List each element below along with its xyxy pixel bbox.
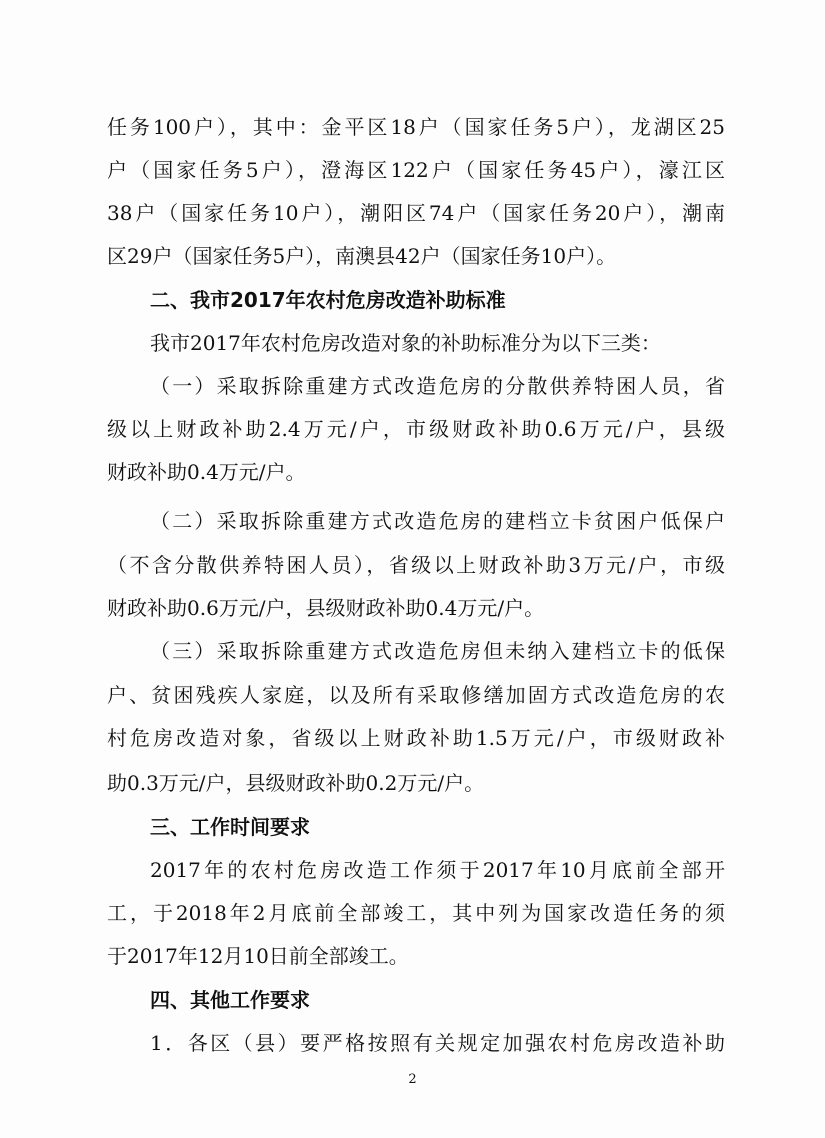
text-line: 区29户（国家任务5户），南澳县42户（国家任务10户）。 (107, 244, 617, 268)
text-line: 38户（国家任务10户），潮阳区74户（国家任务20户），潮南 (107, 201, 725, 225)
text-line: 1．各区（县）要严格按照有关规定加强农村危房改造补助 (150, 1031, 725, 1055)
text-line: 工，于2018年2月底前全部竣工，其中列为国家改造任务的须 (107, 901, 725, 925)
text-line: （不含分散供养特困人员），省级以上财政补助3万元/户，市级 (107, 553, 725, 577)
text-line: （三）采取拆除重建方式改造危房但未纳入建档立卡的低保 (150, 639, 725, 663)
section-heading: 四、其他工作要求 (150, 988, 310, 1012)
text-line: 助0.3万元/户，县级财政补助0.2万元/户。 (107, 771, 485, 795)
text-line: 于2017年12月10日前全部竣工。 (107, 944, 409, 968)
text-line: （二）采取拆除重建方式改造危房的建档立卡贫困户低保户 (150, 509, 725, 533)
text-line: 户、贫困残疾人家庭，以及所有采取修缮加固方式改造危房的农 (107, 683, 725, 707)
section-heading: 二、我市2017年农村危房改造补助标准 (150, 288, 506, 312)
section-heading: 三、工作时间要求 (150, 815, 310, 839)
text-line: 财政补助0.6万元/户，县级财政补助0.4万元/户。 (107, 596, 545, 620)
text-line: 户（国家任务5户），澄海区122户（国家任务45户），濠江区 (107, 158, 725, 182)
text-line: 我市2017年农村危房改造对象的补助标准分为以下三类： (150, 331, 661, 355)
page-number: 2 (408, 1072, 417, 1087)
text-line: 2017年的农村危房改造工作须于2017年10月底前全部开 (150, 858, 725, 882)
text-line: 任务100户），其中：金平区18户（国家任务5户），龙湖区25 (107, 115, 725, 139)
text-line: （一）采取拆除重建方式改造危房的分散供养特困人员，省 (150, 374, 725, 398)
text-line: 级以上财政补助2.4万元/户，市级财政补助0.6万元/户，县级 (107, 417, 725, 441)
text-line: 村危房改造对象，省级以上财政补助1.5万元/户，市级财政补 (107, 726, 725, 750)
text-line: 财政补助0.4万元/户。 (107, 460, 306, 484)
